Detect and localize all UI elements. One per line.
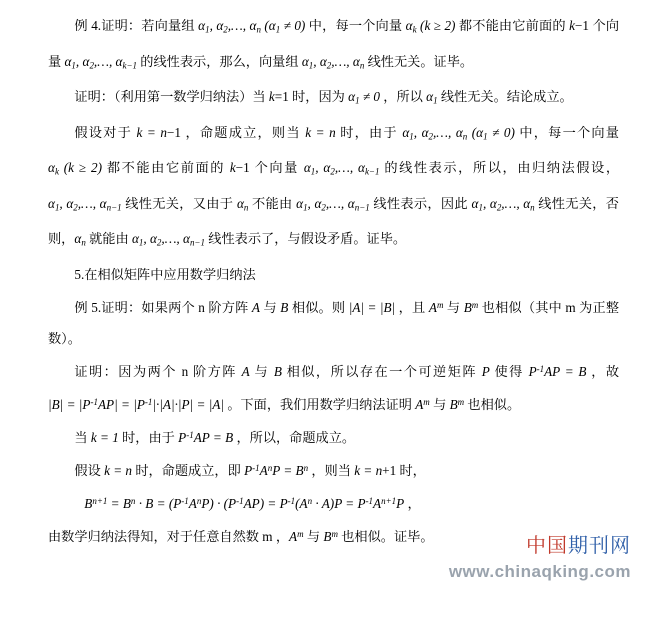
watermark-url: www.chinaqking.com [448,562,631,581]
watermark-brand-part1: 中国 [526,535,568,557]
paragraph-example-5: 例 5.证明：如果两个 n 阶方阵 A 与 B 相似。则 |A| = |B| ，且 $A^m$ 与 $B^m$ 也相似（其中 m 为正整数）。 [48,299,620,346]
paragraph-proof-5-formula: $B^{n+1} = B^n \cdot B = (P^{-1}A^nP) \cdot (P^{-1}AP) = P^{-1}(A^n \cdot A)P = P^{-1}A^{n+1}P$ ， [84,495,421,511]
paragraph-proof-5-intro: 证明：因为两个 n 阶方阵 A 与 B 相似，所以存在一个可逆矩阵 P 使得 $P^{-1}AP = B$ ，故 $|B| = |P^{-1}AP| = |P^{-1}|\cdot|A|\cdot|P| = |A|$ 。下面，我们用数学归纳法证明 $A^m$ 与 $B^m$ 也相似。 [48,363,620,412]
paragraph-proof-5-base-case: 当 k = 1 时，由于 $P^{-1}AP = B$ ，所以，命题成立。 [74,429,356,445]
paragraph-proof-4-intro: 证明：（利用第一数学归纳法）当 k=1 时，因为 $\alpha_1 \ne 0$ ，所以 $\alpha_1$ 线性无关。结论成立。 [74,89,573,106]
section-heading-5: 5.在相似矩阵中应用数学归纳法 [74,266,256,282]
paragraph-example-4: 例 4.证明：若向量组 $\alpha_1$, $\alpha_2,\dots$, $\alpha_n$ $(\alpha_1 \ne 0)$ 中，每一个向量 $\alpha_k$ (k ≥ 2) 都不能由它前面的 k−1 个向量 $\alpha_1$, $\alpha_2,\dots$, $\alpha_{k-1}$ 的线性表示，那么，向量组 $\alpha_1$, $\alpha_2,\dots$, $\alpha_n$ 线性无关。证毕。 [48,18,620,70]
watermark-brand-part2: 期刊网 [568,535,631,557]
document-body [48,10,619,552]
paragraph-proof-5-conclusion: 由数学归纳法得知，对于任意自然数 m ，$A^m$ 与 $B^m$ 也相似。证毕。 [48,528,434,544]
paragraph-proof-5-hypothesis: 假设 k = n 时，命题成立，即 $P^{-1}A^nP = B^n$ ，则当 k = n+1 时， [74,462,426,478]
paragraph-proof-4-induction: 假设对于 k = n−1 ，命题成立，则当 k = n 时，由于 $\alpha_1$, $\alpha_2,\dots$, $\alpha_n$ $(\alpha_1 \ne 0)$ 中，每一个向量 $\alpha_k$ (k ≥ 2) 都不能由它前面的 k−1 个向量 $\alpha_1$, $\alpha_2,\dots$, $\alpha_{k-1}$ 的线性表示，所以，由归纳法假设，$\alpha_1$, $\alpha_2,\dots$, $\alpha_{n-1}$ 线性无关，又由于 $\alpha_n$ 不能由 $\alpha_1$, $\alpha_2,\dots$, $\alpha_{n-1}$ 线性表示，因此 $\alpha_1$, $\alpha_2,\dots$, $\alpha_n$ 线性无关，否则，$\alpha_n$ 就能由 $\alpha_1$, $\alpha_2,\dots$, $\alpha_{n-1}$ 线性表示了，与假设矛盾。证毕。 [48,124,620,248]
